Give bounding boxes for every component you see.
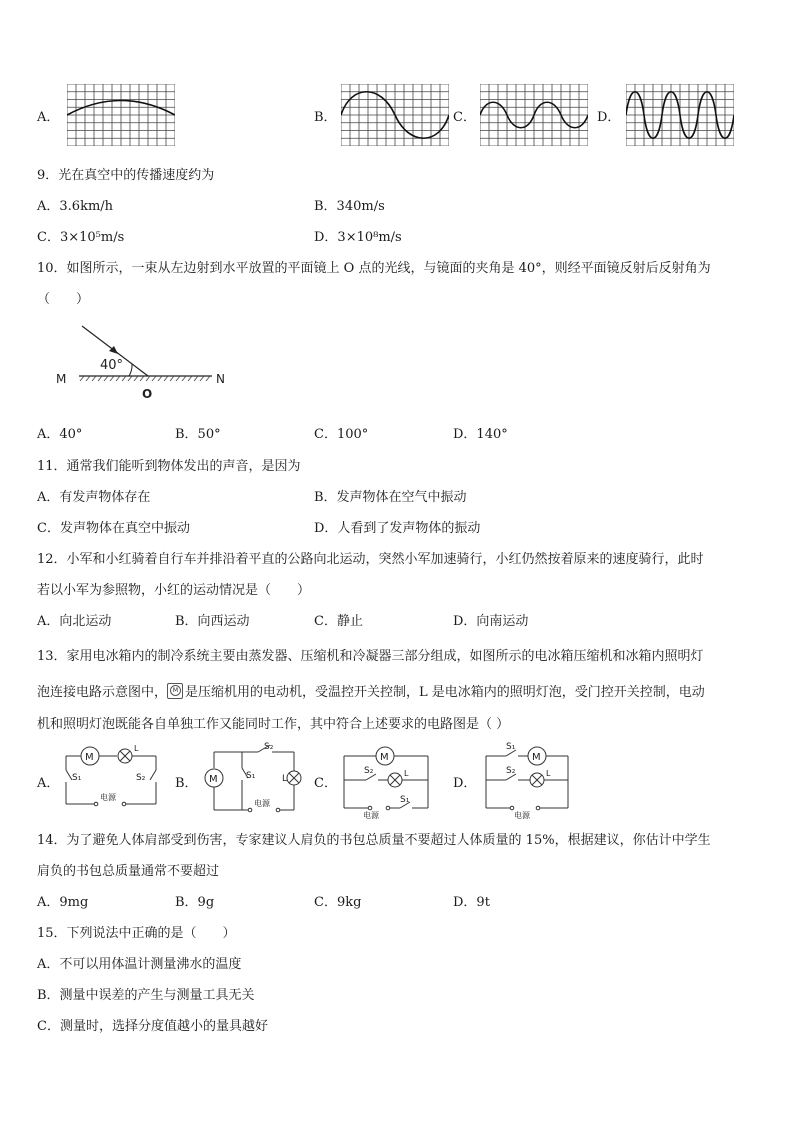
label-n: N	[216, 372, 225, 386]
q13-option-d[interactable]: D．	[453, 776, 477, 791]
angle-label: 40°	[100, 358, 124, 373]
q13-option-c[interactable]: C．	[314, 776, 337, 791]
q15-stem: 15．下列说法中正确的是（ ）	[37, 926, 236, 941]
q9-stem: 9．光在真空中的传播速度约为	[37, 168, 215, 183]
svg-text:电源: 电源	[363, 811, 379, 820]
q10-option-c[interactable]: C．100°	[314, 427, 369, 442]
q11-option-b[interactable]: B．发声物体在空气中振动	[314, 490, 467, 505]
svg-text:S₁: S₁	[506, 742, 516, 752]
svg-text:S₂: S₂	[136, 773, 146, 783]
q9-option-b[interactable]: B．340m/s	[314, 199, 385, 214]
svg-text:电源: 电源	[100, 793, 116, 802]
svg-text:S₁: S₁	[400, 795, 410, 805]
q15-option-c[interactable]: C．测量时，选择分度值越小的量具越好	[37, 1019, 268, 1034]
q12-option-a[interactable]: A．向北运动	[37, 614, 112, 629]
option-a-label: A．	[37, 110, 60, 125]
label-o: O	[142, 387, 153, 401]
mirror-hatching	[80, 376, 210, 381]
angle-arc	[129, 364, 132, 376]
q14-stem2: 肩负的书包总质量通常不要超过	[37, 864, 220, 879]
circuit-c	[340, 742, 432, 820]
q9-option-d[interactable]: D．3×10⁸m/s	[314, 230, 402, 245]
q14-stem: 14．为了避免人体肩部受到伤害，专家建议人肩负的书包总质量不要超过人体质量的 15%，根据建议，你估计中学生	[37, 833, 711, 848]
q10-stem: 10．如图所示，一束从左边射到水平放置的平面镜上 O 点的光线，与镜面的夹角是 40°，则经平面镜反射后反射角为	[37, 261, 711, 276]
svg-text:电源: 电源	[254, 799, 270, 808]
waveform-c	[480, 84, 588, 146]
q12-option-d[interactable]: D．向南运动	[453, 614, 529, 629]
q13-stem2	[37, 683, 705, 701]
svg-text:M: M	[209, 774, 218, 785]
svg-text:电源: 电源	[514, 811, 530, 820]
q14-option-b[interactable]: B．9g	[175, 895, 215, 910]
q13-stem2a: 泡连接电路示意图中，	[37, 685, 168, 700]
q14-option-a[interactable]: A．9mg	[37, 895, 89, 910]
mirror-diagram	[52, 318, 232, 404]
q13-stem2b: 是压缩机用的电动机，受温控开关控制，L 是电冰箱内的照明灯泡，受门控开关控制，电动	[185, 685, 705, 700]
q9-option-a[interactable]: A．3.6km/h	[37, 199, 114, 214]
svg-text:S₁: S₁	[72, 773, 82, 783]
q13-stem3: 机和照明灯泡既能各自单独工作又能同时工作，其中符合上述要求的电路图是（ ）	[37, 717, 510, 732]
q12-option-c[interactable]: C．静止	[314, 614, 363, 629]
q14-option-d[interactable]: D．9t	[453, 895, 490, 910]
svg-text:L: L	[404, 769, 409, 778]
q11-option-d[interactable]: D．人看到了发声物体的振动	[314, 521, 481, 536]
svg-text:S₁: S₁	[246, 771, 256, 781]
motor-symbol-icon: M	[167, 683, 183, 699]
q10-option-b[interactable]: B．50°	[175, 427, 221, 442]
svg-text:M: M	[380, 752, 389, 763]
q13-stem: 13．家用电冰箱内的制冷系统主要由蒸发器、压缩机和冷凝器三部分组成，如图所示的电冰箱压缩机和冰箱内照明灯	[37, 649, 704, 664]
svg-text:M: M	[85, 752, 94, 763]
option-b-label: B．	[314, 110, 337, 125]
option-c-label: C．	[453, 110, 476, 125]
q9-option-c[interactable]: C．3×10⁵m/s	[37, 230, 125, 245]
svg-text:L: L	[134, 744, 139, 753]
circuit-a	[60, 742, 164, 816]
waveform-a	[67, 84, 175, 146]
q12-stem: 12．小军和小红骑着自行车并排沿着平直的公路向北运动，突然小军加速骑行，小红仍然按着原来的速度骑行，此时	[37, 552, 704, 567]
q10-option-a[interactable]: A．40°	[37, 427, 83, 442]
q12-stem2: 若以小军为参照物，小红的运动情况是（ ）	[37, 583, 311, 598]
option-d-label: D．	[597, 110, 621, 125]
svg-text:S₂: S₂	[364, 766, 374, 776]
waveform-d	[626, 84, 734, 146]
q12-option-b[interactable]: B．向西运动	[175, 614, 250, 629]
circuit-d	[480, 740, 572, 820]
q15-option-b[interactable]: B．测量中误差的产生与测量工具无关	[37, 988, 255, 1003]
q11-stem: 11．通常我们能听到物体发出的声音，是因为	[37, 459, 301, 474]
svg-text:L: L	[282, 774, 288, 784]
svg-text:L: L	[546, 769, 551, 778]
q11-option-a[interactable]: A．有发声物体存在	[37, 490, 151, 505]
q15-option-a[interactable]: A．不可以用体温计测量沸水的温度	[37, 957, 242, 972]
label-m: M	[56, 372, 67, 386]
q14-option-c[interactable]: C．9kg	[314, 895, 362, 910]
q13-option-b[interactable]: B．	[175, 776, 198, 791]
q10-option-d[interactable]: D．140°	[453, 427, 508, 442]
svg-text:S₂: S₂	[506, 766, 516, 776]
svg-text:M: M	[532, 752, 541, 763]
q11-option-c[interactable]: C．发声物体在真空中振动	[37, 521, 190, 536]
svg-text:S₂: S₂	[264, 742, 274, 752]
circuit-b	[198, 740, 306, 820]
waveform-b	[341, 84, 449, 146]
q10-blank: （ ）	[37, 292, 90, 307]
q13-option-a[interactable]: A．	[37, 776, 60, 791]
